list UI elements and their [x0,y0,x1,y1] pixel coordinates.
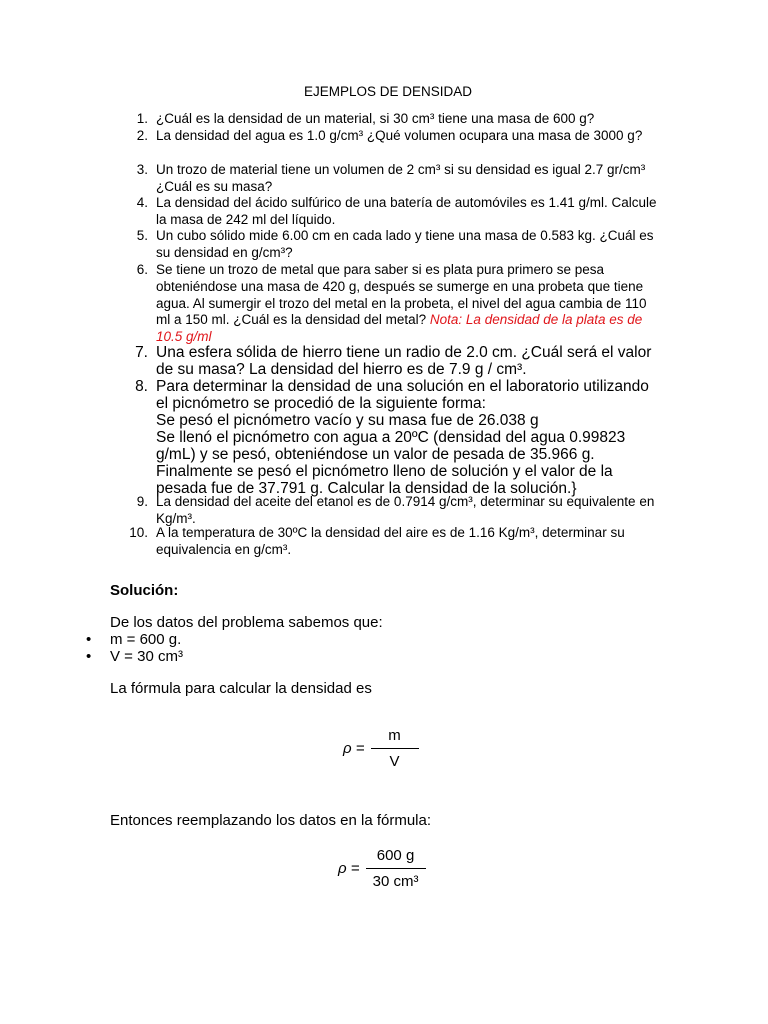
list-item [86,631,181,648]
list-item [128,378,658,497]
formula-numerator: 600 g [376,847,415,864]
item-text: Para determinar la densidad de una solución en el laboratorio utilizando el picnómetro se procedió de la siguiente forma: [156,378,649,412]
list-item [128,228,658,262]
item-line: Se llenó el picnómetro con agua a 20ºC (densidad del agua 0.99823 g/mL) y se pesó, obteniéndose un valor de pesada de 35.966 g. [156,429,626,463]
item-text: A la temperatura de 30ºC la densidad del aire es de 1.16 Kg/m³, determinar su equivalencia en g/cm³. [156,525,625,557]
list-item [128,344,658,378]
list-item [128,262,658,346]
formula-lhs: ρ = [343,740,365,757]
item-text: ¿Cuál es la densidad de un material, si 30 cm³ tiene una masa de 600 g? [156,111,595,126]
list-item [128,111,658,128]
item-text: La densidad del agua es 1.0 g/cm³ ¿Qué volumen ocupara una masa de 3000 g? [156,128,643,143]
item-text: Se tiene un trozo de metal que para saber si es plata pura primero se pesa obteniéndose una masa de 420 g, después se sumerge en una probeta que tiene agua. Al sumergir el trozo del metal en la probeta, el nivel del agua cambia de 110 ml a 150 ml. ¿Cuál es la densidad del metal? [156,262,647,328]
item-number: 2. [136,128,148,143]
density-formula [343,727,419,770]
bullet-text: m = 600 g. [110,631,182,648]
solution-intro: De los datos del problema sabemos que: [110,614,383,631]
item-number: 3. [136,162,148,177]
item-number: 10. [129,525,148,540]
list-item [128,128,658,145]
item-text: Un cubo sólido mide 6.00 cm en cada lado y tiene una masa de 0.583 kg. ¿Cuál es su densidad en g/cm³? [156,228,654,260]
item-note: Nota: La densidad de la plata es de 10.5 g/ml [156,312,643,345]
item-number: 1. [136,111,148,126]
item-text: Un trozo de material tiene un volumen de 2 cm³ si su densidad es igual 2.7 gr/cm³ ¿Cuál es su masa? [156,162,646,194]
list-item [128,525,658,559]
item-text: Una esfera sólida de hierro tiene un radio de 2.0 cm. ¿Cuál será el valor de su masa? La densidad del hierro es de 7.9 g / cm³. [156,344,652,378]
item-number: 6. [136,262,148,277]
fraction-bar [366,868,426,869]
bullet-icon: • [86,648,92,665]
item-text: La densidad del ácido sulfúrico de una batería de automóviles es 1.41 g/ml. Calcule la masa de 242 ml del líquido. [156,195,657,227]
bullet-text: V = 30 cm³ [110,648,183,665]
formula-numerator: m [388,727,401,744]
solution-heading: Solución: [110,582,179,599]
formula-denominator: V [389,753,400,770]
bullet-icon: • [86,631,92,648]
replace-intro: Entonces reemplazando los datos en la fórmula: [110,812,432,829]
item-number: 7. [135,344,148,361]
item-text: La densidad del aceite del etanol es de 0.7914 g/cm³, determinar su equivalente en Kg/m³. [156,494,655,526]
item-number: 4. [136,195,148,210]
item-number: 8. [135,378,148,395]
formula-intro: La fórmula para calcular la densidad es [110,680,372,697]
list-item [128,494,658,528]
fraction-bar [371,748,419,749]
item-line: Se pesó el picnómetro vacío y su masa fue de 26.038 g [156,412,539,429]
item-line: Finalmente se pesó el picnómetro lleno de solución y el valor de la pesada fue de 37.791 g. Calcular la densidad de la solución.} [156,463,613,497]
substituted-formula [338,847,426,890]
formula-denominator: 30 cm³ [372,873,419,890]
item-number: 9. [136,494,148,509]
list-item [128,162,658,196]
list-item [86,648,183,665]
item-number: 5. [136,228,148,243]
formula-lhs: ρ = [338,860,360,877]
document-title: EJEMPLOS DE DENSIDAD [303,84,473,99]
list-item [128,195,658,229]
